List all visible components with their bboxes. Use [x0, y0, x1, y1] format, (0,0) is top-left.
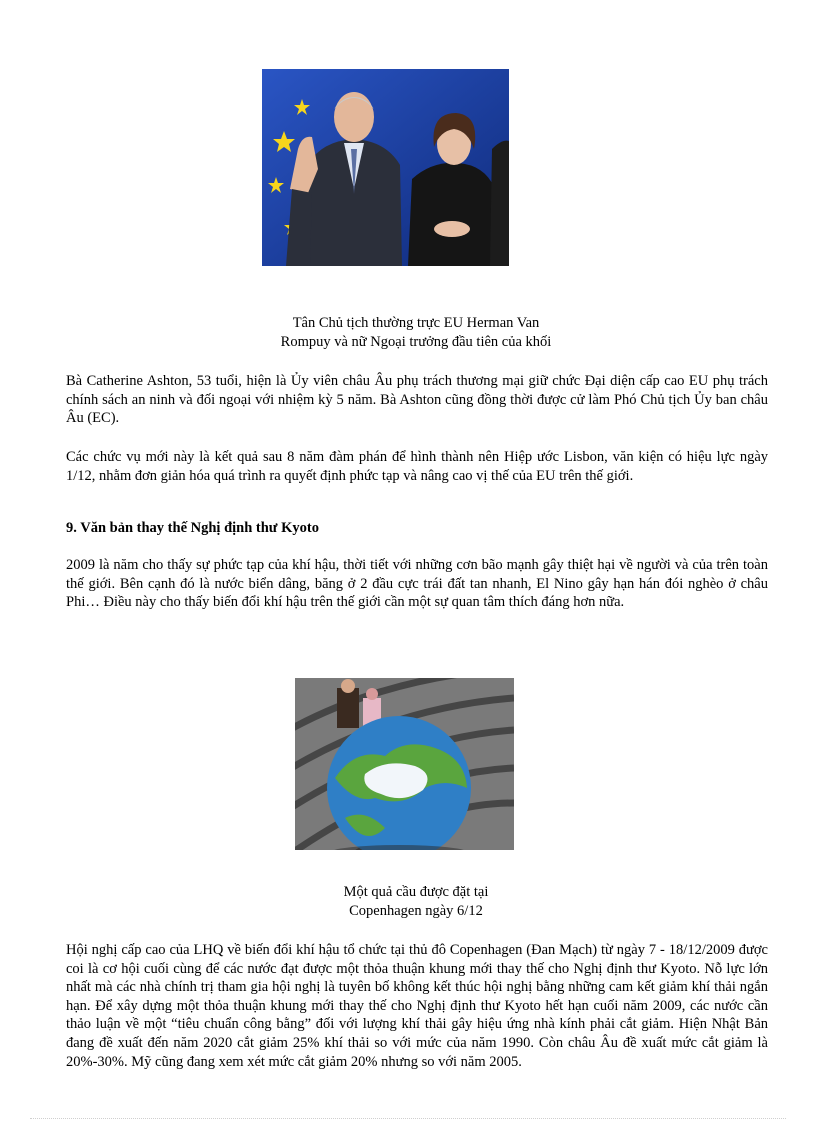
paragraph: Bà Catherine Ashton, 53 tuổi, hiện là Ủy viên châu Âu phụ trách thương mại giữ chức Đại diện cấp cao EU phụ trách chính sách an ninh và đối ngoại với nhiệm kỳ 5 năm. Bà Ashton cũng đồng thời được cử làm Phó Chủ tịch Ủy ban châu Âu (EC). [66, 373, 768, 427]
caption-line: Một quả cầu được đặt tại [343, 884, 489, 900]
caption-line: Rompuy và nữ Ngoại trưởng đầu tiên của khối [280, 334, 552, 350]
caption-line: Copenhagen ngày 6/12 [349, 903, 483, 919]
paragraph: Các chức vụ mới này là kết quả sau 8 năm đàm phán để hình thành nên Hiệp ước Lisbon, văn kiện có hiệu lực ngày 1/12, nhằm đơn giản hóa quá trình ra quyết định phức tạp và nâng cao vị thế của EU trên thế giới. [66, 449, 768, 484]
section-heading: 9. Văn bản thay thế Nghị định thư Kyoto [66, 520, 319, 536]
page-divider [30, 1118, 786, 1119]
paragraph: 2009 là năm cho thấy sự phức tạp của khí hậu, thời tiết với những cơn bão mạnh gây thiệt hại về người và của trên toàn thế giới. Bên cạnh đó là nước biển dâng, băng ở 2 đầu cực trái đất tan nhanh, El Nino gây hạn hán đói nghèo ở châu Phi… Điều này cho thấy biến đổi khí hậu trên thế giới cần một sự quan tâm thích đáng hơn nữa. [66, 557, 768, 611]
globe-photo [295, 678, 514, 850]
caption-line: Tân Chủ tịch thường trực EU Herman Van [292, 315, 540, 331]
photo-caption [230, 883, 602, 921]
paragraph: Hội nghị cấp cao của LHQ về biến đổi khí hậu tổ chức tại thủ đô Copenhagen (Đan Mạch) từ ngày 7 - 18/12/2009 được coi là cơ hội cuối cùng để các nước đạt được một thỏa thuận khung mới thay thế cho Nghị định thư Kyoto. Nỗ lực lớn nhất mà các nhà chính trị tham gia hội nghị là tuyên bố không kết thúc hội nghị bằng những cam kết giảm khí thải ngắn hạn. Để xây dựng một thỏa thuận khung mới thay thế cho Nghị định thư Kyoto hết hạn cuối năm 2009, các nước cần thảo luận về một “tiêu chuẩn công bằng” đối với lượng khí thải gây hiệu ứng nhà kính phải cắt giảm. Hiện Nhật Bản đang đề xuất đến năm 2020 cắt giảm 25% khí thải so với mức của năm 1990. Còn châu Âu đề xuất mức cắt giảm là 20%-30%. Mỹ cũng đang xem xét mức cắt giảm 20% nhưng so với năm 2005. [66, 942, 768, 1070]
photo-caption [230, 314, 602, 352]
eu-leaders-photo [262, 69, 509, 266]
